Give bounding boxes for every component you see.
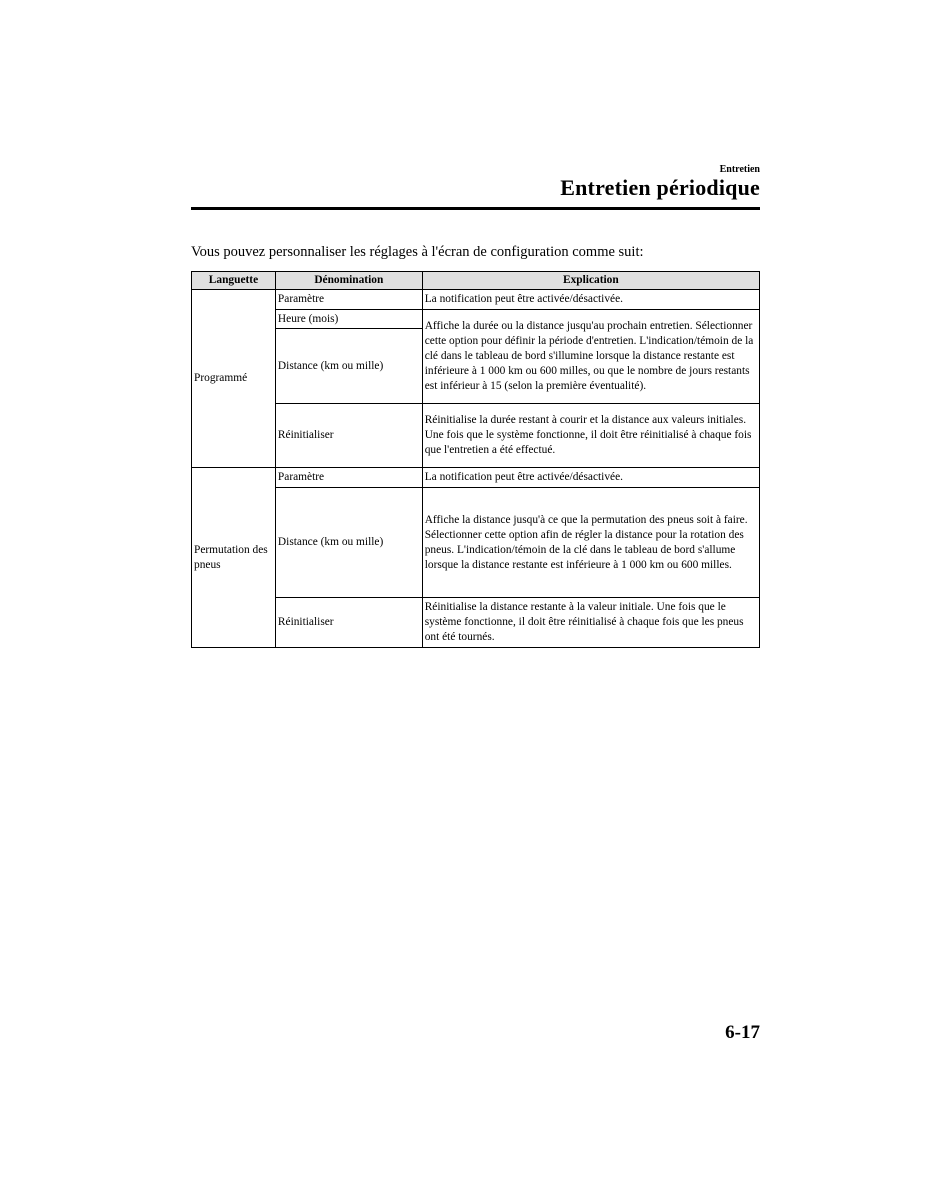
explanation-cell: Réinitialise la durée restant à courir et la distance aux valeurs initiales. Une fois que le système fonctionne, il doit être réinitialisé à chaque fois que l'entretien a été effectué. (422, 404, 759, 468)
name-cell: Paramètre (275, 468, 422, 488)
table-row (192, 404, 760, 468)
explanation-cell: Affiche la durée ou la distance jusqu'au prochain entretien. Sélectionner cette option pour définir la période d'entretien. L'indication/témoin de la clé dans le tableau de bord s'illumine lorsque la distance restante est inférieure à 1 000 km ou 600 milles, ou que le nombre de jours restants est inférieur à 15 (selon la première éventualité). (422, 310, 759, 404)
header-explanation: Explication (422, 272, 759, 290)
header-name: Dénomination (275, 272, 422, 290)
name-cell: Réinitialiser (275, 598, 422, 648)
name-cell: Paramètre (275, 290, 422, 310)
page-title: Entretien périodique (560, 175, 760, 200)
tab-cell-programme: Programmé (192, 290, 276, 468)
table-row (192, 488, 760, 598)
table-row (192, 290, 760, 310)
table-row (192, 310, 760, 329)
page-number: 6-17 (725, 1022, 760, 1043)
intro-text: Vous pouvez personnaliser les réglages à l'écran de configuration comme suit: (191, 244, 644, 260)
name-cell: Réinitialiser (275, 404, 422, 468)
table-header-row (192, 272, 760, 290)
name-cell: Distance (km ou mille) (275, 488, 422, 598)
section-label: Entretien (719, 164, 760, 175)
explanation-cell: La notification peut être activée/désactivée. (422, 290, 759, 310)
explanation-cell: Affiche la distance jusqu'à ce que la permutation des pneus soit à faire. Sélectionner cette option afin de régler la distance pour la rotation des pneus. L'indication/témoin de la clé dans le tableau de bord s'allume lorsque la distance restante est inférieure à 1 000 km ou 600 milles. (422, 488, 759, 598)
table-row (192, 598, 760, 648)
title-rule (191, 207, 760, 210)
explanation-cell: La notification peut être activée/désactivée. (422, 468, 759, 488)
tab-cell-permutation: Permutation des pneus (192, 468, 276, 648)
name-cell: Distance (km ou mille) (275, 329, 422, 404)
name-cell: Heure (mois) (275, 310, 422, 329)
header-tab: Languette (192, 272, 276, 290)
settings-table (191, 271, 760, 648)
explanation-cell: Réinitialise la distance restante à la valeur initiale. Une fois que le système fonctionne, il doit être réinitialisé à chaque fois que les pneus ont été tournés. (422, 598, 759, 648)
table-row (192, 468, 760, 488)
